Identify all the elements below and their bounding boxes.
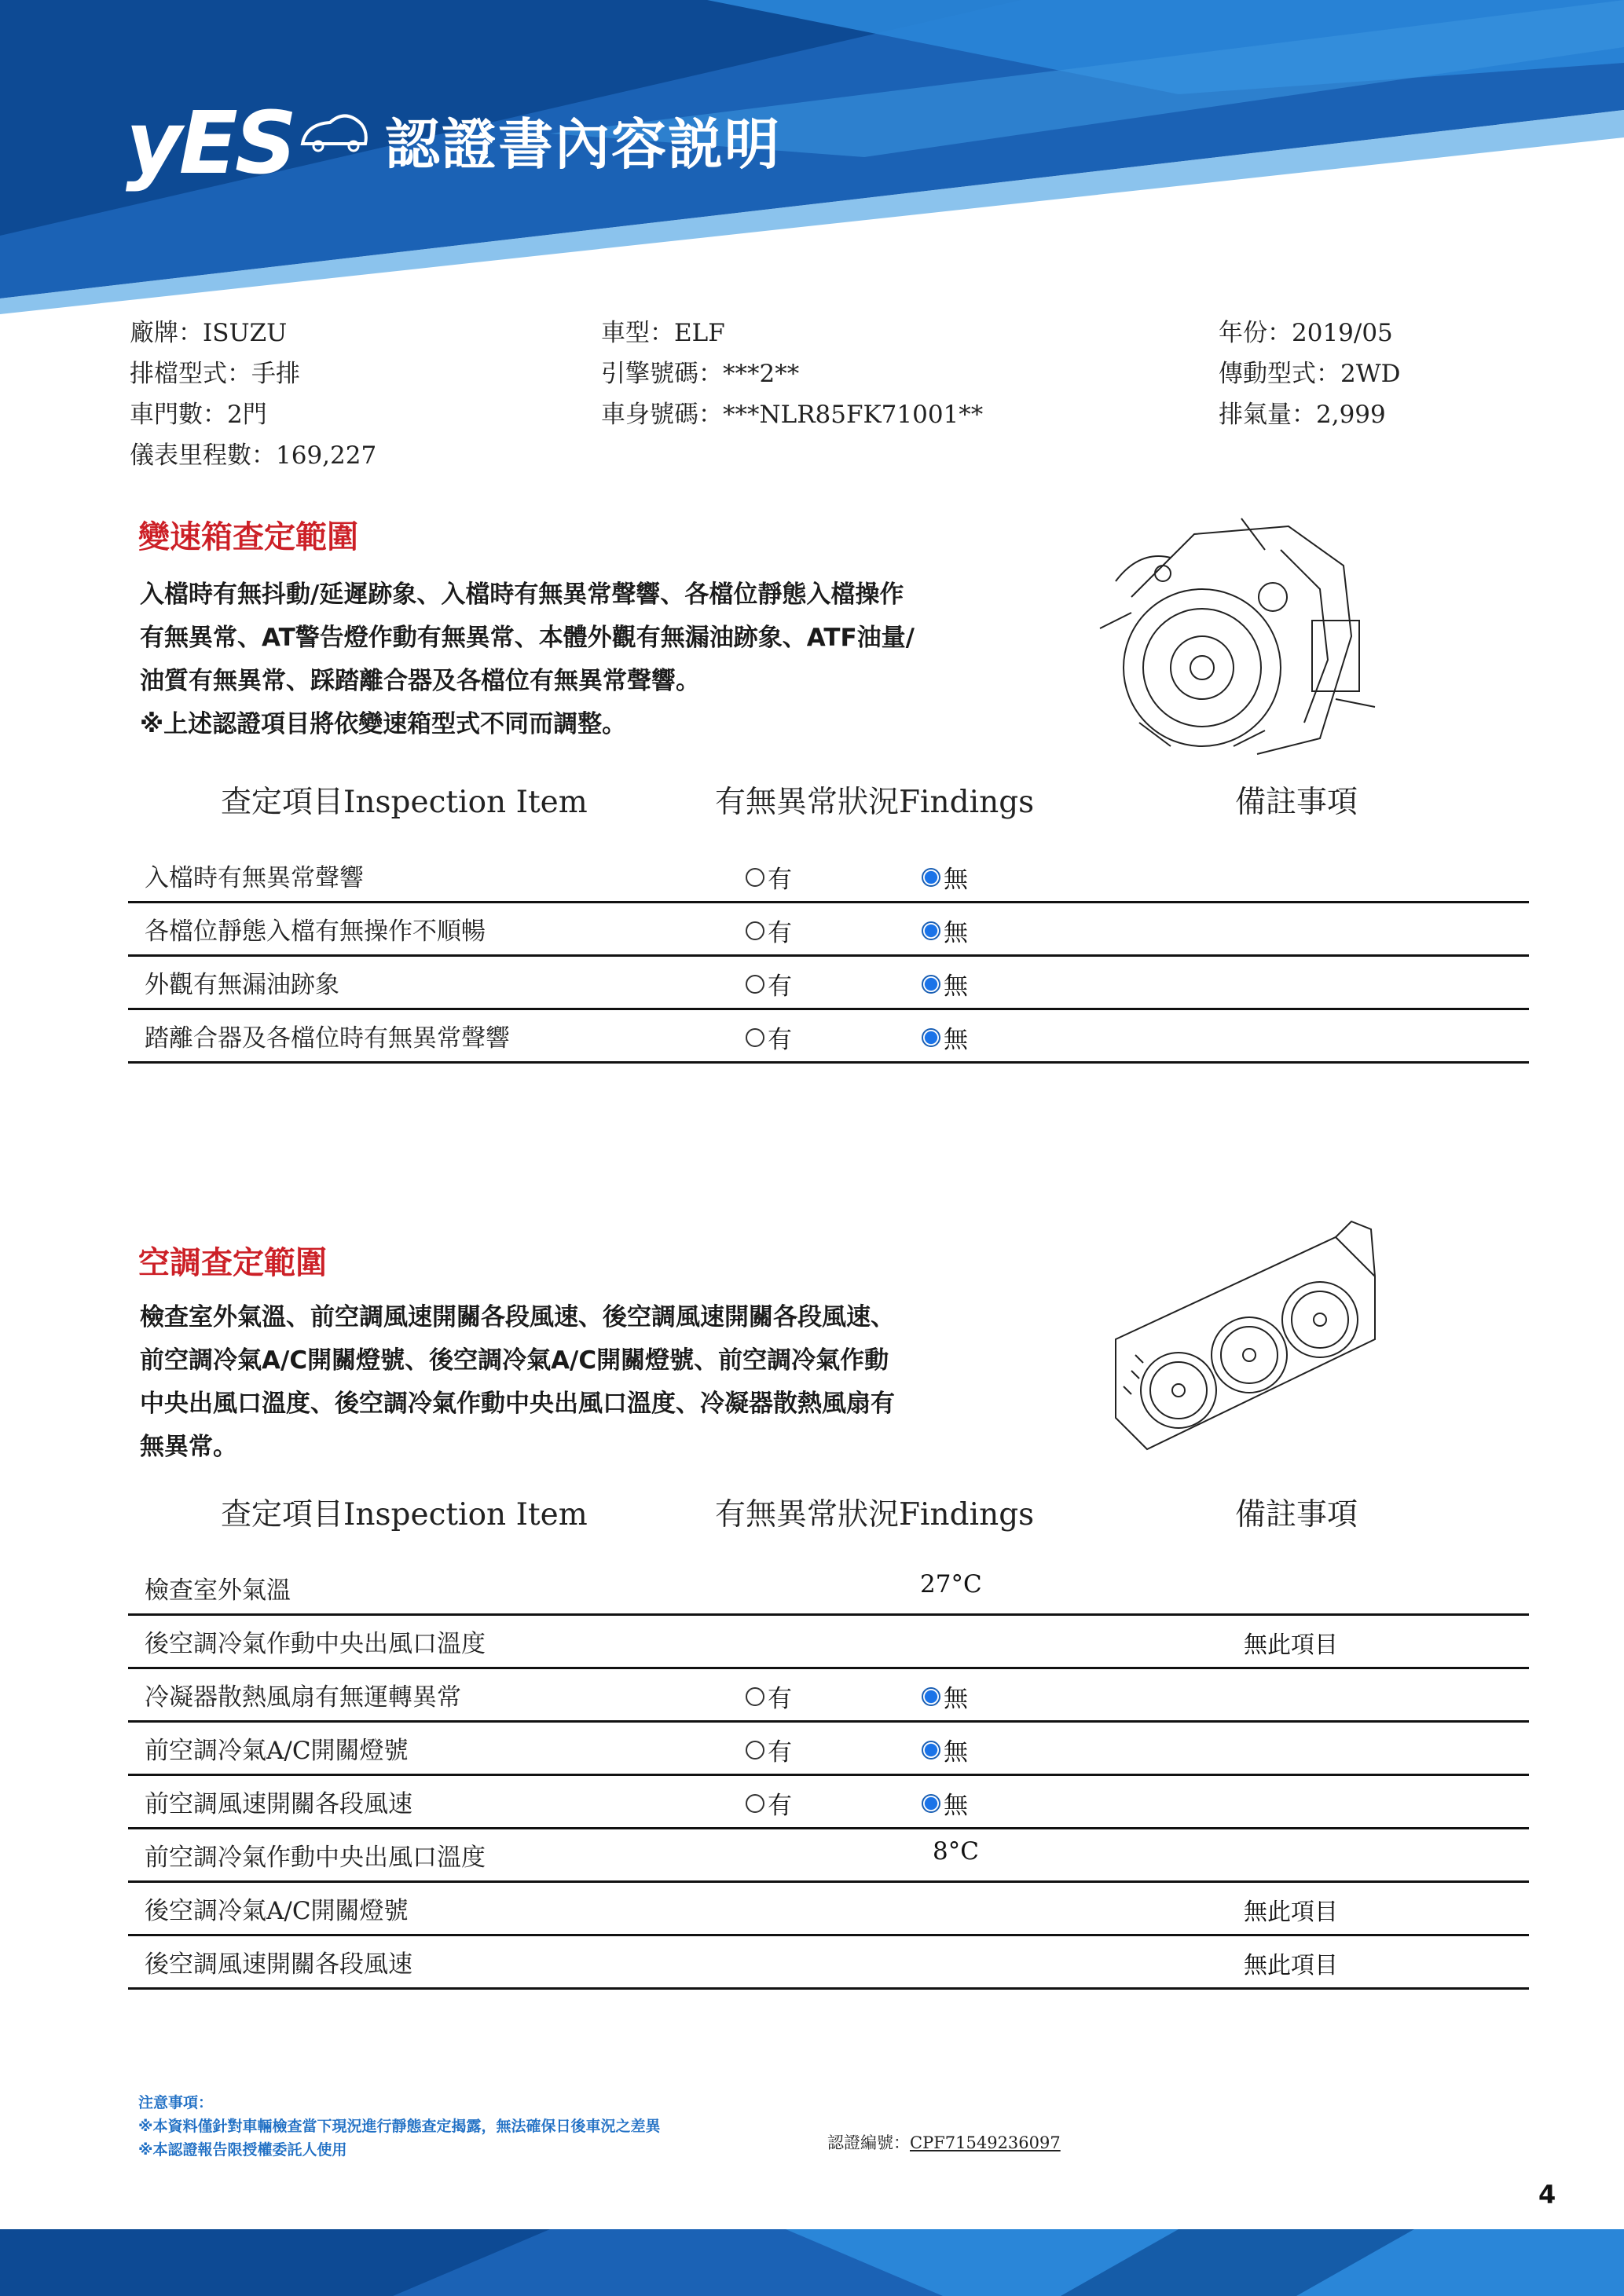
transmission-illustration — [1084, 503, 1399, 770]
footer-notes — [138, 2091, 660, 2162]
finding-no-radio[interactable]: 無 — [922, 1785, 968, 1821]
vehicle-brand: 廠牌：ISUZU — [130, 319, 288, 347]
finding-yes-radio[interactable]: 有 — [746, 1785, 792, 1821]
table-row — [128, 1562, 1529, 1616]
remark-text: 無此項目 — [1244, 1631, 1338, 1659]
aircon-col-findings: 有無異常狀況Findings — [715, 1497, 1035, 1532]
table-row — [128, 850, 1529, 903]
finding-yes-radio[interactable]: 有 — [746, 859, 792, 895]
inspection-item: 前空調冷氣A/C開關燈號 — [145, 1737, 409, 1765]
table-row — [128, 957, 1529, 1010]
finding-no-radio[interactable]: 無 — [922, 1679, 968, 1714]
radio-empty-icon — [746, 921, 764, 940]
table-row — [128, 1883, 1529, 1936]
remark-text: 無此項目 — [1244, 1952, 1338, 1979]
radio-checked-icon — [922, 1687, 940, 1706]
aircon-table — [128, 1562, 1529, 1990]
remark-text: 無此項目 — [1244, 1899, 1338, 1926]
finding-yes-radio[interactable]: 有 — [746, 1732, 792, 1767]
cert-number-value: CPF71549236097 — [910, 2133, 1061, 2152]
inspection-item: 冷凝器散熱風扇有無運轉異常 — [145, 1683, 461, 1712]
table-row — [128, 903, 1529, 957]
transmission-col-findings: 有無異常狀況Findings — [715, 785, 1035, 820]
radio-checked-icon — [922, 921, 940, 940]
inspection-item: 外觀有無漏油跡象 — [145, 971, 339, 999]
transmission-section-title: 變速箱查定範圍 — [138, 519, 358, 555]
finding-yes-radio[interactable]: 有 — [746, 913, 792, 948]
vehicle-doors: 車門數：2門 — [130, 401, 267, 429]
transmission-section-description: 入檔時有無抖動/延遲跡象、入檔時有無異常聲響、各檔位靜態入檔操作 有無異常、AT警告燈作動有無異常、本體外觀有無漏油跡象、ATF油量/ 油質有無異常、踩踏離合器及各檔位有無異常聲響。 ※上述認證項目將依變速箱型式不同而調整。 — [140, 580, 915, 738]
radio-checked-icon — [922, 1028, 940, 1047]
finding-yes-radio[interactable]: 有 — [746, 1020, 792, 1055]
vehicle-drive-type: 傳動型式：2WD — [1219, 360, 1401, 388]
inspection-item: 前空調冷氣作動中央出風口溫度 — [145, 1844, 486, 1872]
aircon-section-title: 空調查定範圍 — [138, 1245, 327, 1281]
radio-checked-icon — [922, 975, 940, 994]
aircon-col-item: 查定項目Inspection Item — [221, 1497, 588, 1532]
footer-banner — [0, 2229, 1624, 2296]
table-row — [128, 1723, 1529, 1776]
radio-checked-icon — [922, 868, 940, 887]
note-line: ※本資料僅針對車輛檢查當下現況進行靜態查定揭露，無法確保日後車況之差異 — [138, 2118, 661, 2135]
measured-value: 27°C — [920, 1570, 982, 1598]
inspection-item: 後空調風速開關各段風速 — [145, 1950, 412, 1979]
finding-yes-radio[interactable]: 有 — [746, 1679, 792, 1714]
finding-no-radio[interactable]: 無 — [922, 966, 968, 1002]
vehicle-mileage: 儀表里程數：169,227 — [130, 441, 377, 470]
radio-checked-icon — [922, 1794, 940, 1813]
page-title: 認證書內容説明 — [385, 112, 781, 177]
radio-empty-icon — [746, 868, 764, 887]
table-row — [128, 1936, 1529, 1990]
finding-no-radio[interactable]: 無 — [922, 913, 968, 948]
transmission-col-item: 查定項目Inspection Item — [221, 785, 588, 820]
aircon-section-description: 檢查室外氣溫、前空調風速開關各段風速、後空調風速開關各段風速、 前空調冷氣A/C開關燈號、後空調冷氣A/C開關燈號、前空調冷氣作動 中央出風口溫度、後空調冷氣作動中央出風口溫度、冷凝器散熱風扇有 無異常。 — [140, 1303, 895, 1461]
ac-control-panel-illustration — [1100, 1214, 1391, 1457]
table-row — [128, 1776, 1529, 1829]
inspection-item: 入檔時有無異常聲響 — [145, 864, 364, 892]
inspection-item: 檢查室外氣溫 — [145, 1576, 291, 1605]
finding-no-radio[interactable]: 無 — [922, 1732, 968, 1767]
note-line: ※本認證報告限授權委託人使用 — [138, 2141, 347, 2159]
inspection-item: 前空調風速開關各段風速 — [145, 1790, 412, 1818]
transmission-table — [128, 850, 1529, 1064]
finding-yes-radio[interactable]: 有 — [746, 966, 792, 1002]
radio-empty-icon — [746, 1794, 764, 1813]
inspection-item: 踏離合器及各檔位時有無異常聲響 — [145, 1024, 510, 1053]
table-row — [128, 1669, 1529, 1723]
inspection-item: 各檔位靜態入檔有無操作不順暢 — [145, 917, 486, 946]
finding-no-radio[interactable]: 無 — [922, 1020, 968, 1055]
radio-empty-icon — [746, 1687, 764, 1706]
transmission-col-remarks: 備註事項 — [1235, 785, 1358, 820]
inspection-item: 後空調冷氣作動中央出風口溫度 — [145, 1630, 486, 1658]
certificate-number — [827, 2130, 1061, 2154]
radio-empty-icon — [746, 975, 764, 994]
inspection-item: 後空調冷氣A/C開關燈號 — [145, 1897, 409, 1925]
measured-value: 8°C — [933, 1837, 979, 1866]
car-outline-icon — [299, 101, 369, 156]
table-row — [128, 1829, 1529, 1883]
vehicle-engine-no: 引擎號碼：***2** — [601, 360, 800, 388]
yes-logo: yES — [126, 93, 295, 193]
vehicle-model: 車型：ELF — [601, 319, 725, 347]
radio-empty-icon — [746, 1028, 764, 1047]
vehicle-gear-type: 排檔型式：手排 — [130, 360, 300, 388]
notes-title: 注意事項： — [138, 2094, 214, 2111]
vehicle-year: 年份：2019/05 — [1219, 319, 1393, 347]
cert-label: 認證編號： — [827, 2133, 910, 2152]
vehicle-displacement: 排氣量：2,999 — [1219, 401, 1386, 429]
aircon-col-remarks: 備註事項 — [1235, 1497, 1358, 1532]
table-row — [128, 1616, 1529, 1669]
finding-no-radio[interactable]: 無 — [922, 859, 968, 895]
vehicle-vin: 車身號碼：***NLR85FK71001** — [601, 401, 984, 429]
radio-empty-icon — [746, 1741, 764, 1760]
table-row — [128, 1010, 1529, 1064]
page-number: 4 — [1538, 2180, 1556, 2210]
radio-checked-icon — [922, 1741, 940, 1760]
